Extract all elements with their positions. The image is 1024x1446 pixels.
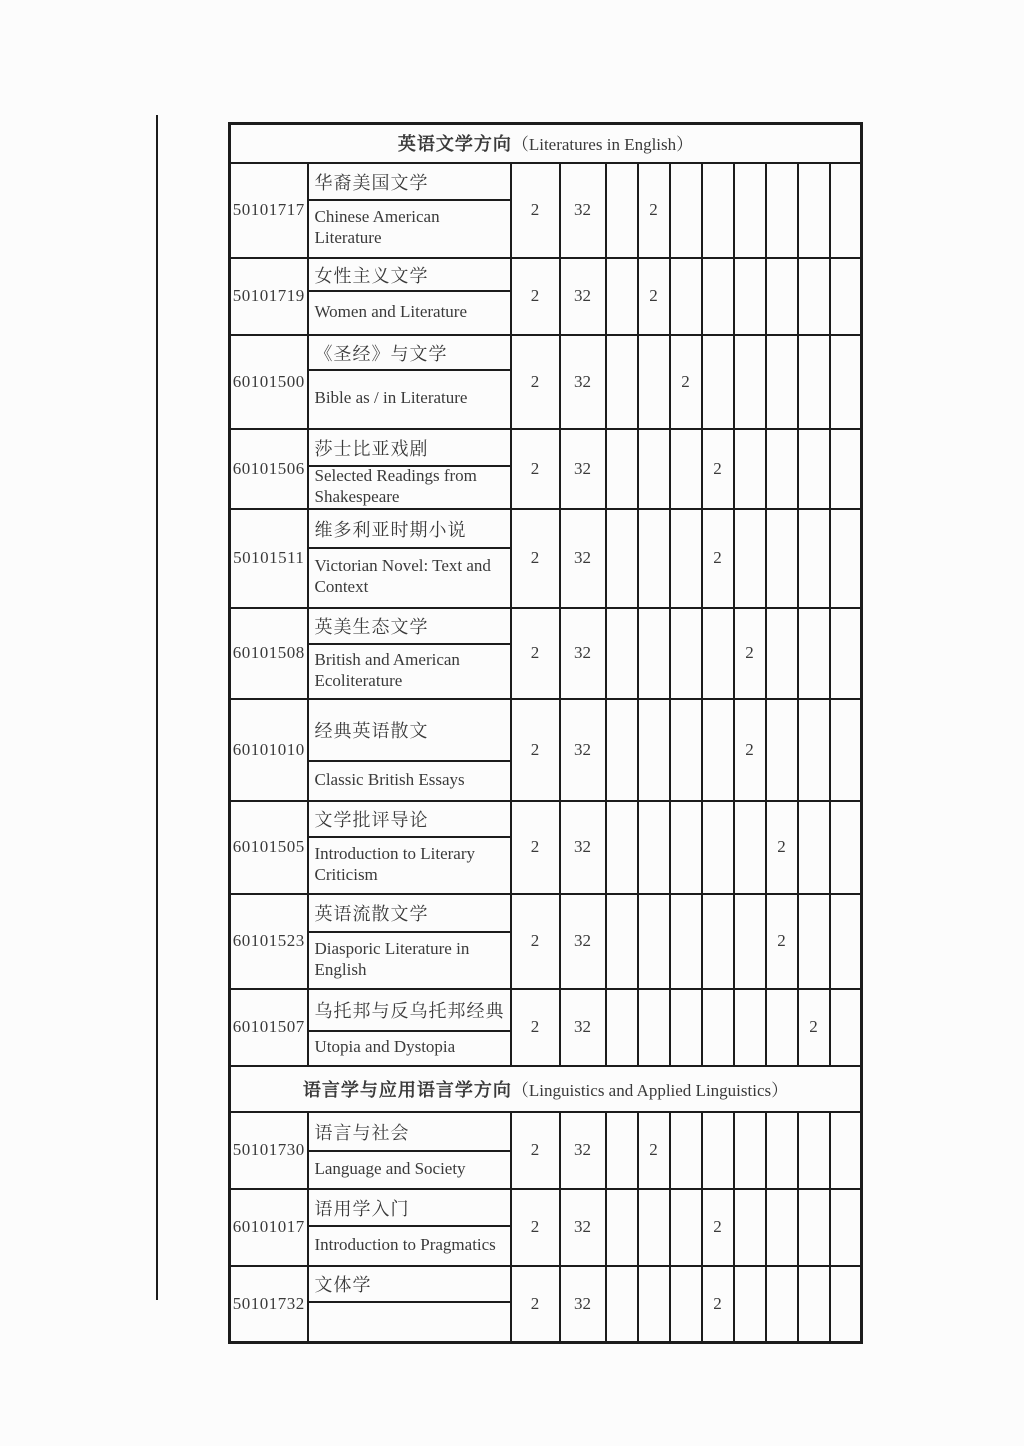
course-code: 60101507 (230, 989, 308, 1066)
course-row (230, 258, 862, 335)
semester-4-cell (702, 608, 734, 699)
semester-1-cell (606, 429, 638, 509)
semester-7-cell (798, 894, 830, 989)
semester-5-cell: 2 (734, 608, 766, 699)
semester-3-cell (670, 894, 702, 989)
course-name-cn: 乌托邦与反乌托邦经典 (309, 991, 510, 1032)
hours-cell: 32 (560, 1112, 606, 1189)
semester-8-cell (830, 1189, 862, 1266)
course-row (230, 429, 862, 509)
semester-6-cell: 2 (766, 801, 798, 894)
course-row (230, 989, 862, 1066)
semester-1-cell (606, 335, 638, 429)
semester-2-cell: 2 (638, 163, 670, 258)
semester-6-cell (766, 989, 798, 1066)
hours-cell: 32 (560, 894, 606, 989)
semester-1-cell (606, 989, 638, 1066)
semester-3-cell (670, 801, 702, 894)
semester-4-cell (702, 801, 734, 894)
semester-5-cell (734, 1112, 766, 1189)
credits-cell: 2 (511, 429, 560, 509)
semester-5-cell (734, 163, 766, 258)
semester-8-cell (830, 163, 862, 258)
course-name-en: Classic British Essays (314, 769, 465, 789)
course-row (230, 608, 862, 699)
semester-7-cell (798, 509, 830, 608)
semester-4-cell (702, 699, 734, 801)
semester-4-cell: 2 (702, 509, 734, 608)
course-name-en: Bible as / in Literature (314, 388, 468, 407)
course-name-en: Introduction to Pragmatics (314, 1234, 496, 1254)
course-name-en: Victorian Novel: Text and Context (314, 556, 491, 596)
semester-5-cell (734, 1189, 766, 1266)
semester-7-cell (798, 258, 830, 335)
course-name-cn: 文学批评导论 (309, 803, 510, 838)
semester-7-cell: 2 (798, 989, 830, 1066)
semester-7-cell (798, 801, 830, 894)
semester-5-cell (734, 989, 766, 1066)
semester-3-cell (670, 1112, 702, 1189)
course-row (230, 1189, 862, 1266)
semester-7-cell (798, 1112, 830, 1189)
semester-3-cell (670, 429, 702, 509)
semester-6-cell (766, 1112, 798, 1189)
semester-5-cell (734, 801, 766, 894)
course-name-cn: 英语流散文学 (309, 896, 510, 933)
page-margin-line (156, 115, 158, 1300)
course-name-en: Introduction to Literary Criticism (314, 843, 476, 884)
course-name-en: Language and Society (314, 1158, 466, 1178)
semester-2-cell (638, 699, 670, 801)
section-title-en: （Literatures in English） (511, 135, 694, 155)
semester-4-cell: 2 (702, 1266, 734, 1343)
course-name-cn: 华裔美国文学 (309, 165, 510, 201)
semester-7-cell (798, 429, 830, 509)
semester-2-cell (638, 1189, 670, 1266)
hours-cell: 32 (560, 1266, 606, 1343)
credits-cell: 2 (511, 335, 560, 429)
semester-8-cell (830, 801, 862, 894)
credits-cell: 2 (511, 894, 560, 989)
hours-cell: 32 (560, 608, 606, 699)
semester-7-cell (798, 1266, 830, 1343)
credits-cell: 2 (511, 801, 560, 894)
course-name-cell (308, 429, 511, 509)
hours-cell: 32 (560, 258, 606, 335)
semester-1-cell (606, 1189, 638, 1266)
course-name-cell (308, 509, 511, 608)
hours-cell: 32 (560, 509, 606, 608)
semester-4-cell (702, 1112, 734, 1189)
semester-4-cell (702, 989, 734, 1066)
course-code: 60101500 (230, 335, 308, 429)
semester-3-cell (670, 258, 702, 335)
credits-cell: 2 (511, 509, 560, 608)
semester-1-cell (606, 1112, 638, 1189)
course-row (230, 335, 862, 429)
semester-5-cell (734, 335, 766, 429)
hours-cell: 32 (560, 699, 606, 801)
course-name-cn: 文体学 (309, 1267, 510, 1303)
course-name-cell (308, 989, 511, 1066)
semester-3-cell (670, 989, 702, 1066)
hours-cell: 32 (560, 989, 606, 1066)
semester-3-cell: 2 (670, 335, 702, 429)
course-code: 60101017 (230, 1189, 308, 1266)
course-name-en: Utopia and Dystopia (314, 1037, 456, 1056)
semester-2-cell (638, 894, 670, 989)
hours-cell: 32 (560, 801, 606, 894)
course-name-en: Diasporic Literature in English (314, 938, 470, 979)
semester-2-cell (638, 335, 670, 429)
semester-5-cell (734, 509, 766, 608)
credits-cell: 2 (511, 608, 560, 699)
course-name-cell (308, 335, 511, 429)
section-header-literature (230, 124, 862, 163)
course-name-cell (308, 1189, 511, 1266)
course-code: 60101505 (230, 801, 308, 894)
course-name-cell (308, 1266, 511, 1343)
semester-8-cell (830, 1112, 862, 1189)
course-name-cn: 莎士比亚戏剧 (309, 431, 510, 467)
course-name-cn: 《圣经》与文学 (309, 337, 510, 371)
semester-2-cell (638, 429, 670, 509)
course-code: 60101508 (230, 608, 308, 699)
semester-6-cell (766, 608, 798, 699)
course-name-cell (308, 258, 511, 335)
section-title-cn: 英语文学方向 (397, 134, 512, 155)
semester-6-cell (766, 1266, 798, 1343)
section-header-linguistics (230, 1066, 862, 1112)
section-header-row (230, 124, 862, 163)
semester-3-cell (670, 608, 702, 699)
semester-5-cell (734, 1266, 766, 1343)
course-code: 60101010 (230, 699, 308, 801)
course-table (228, 122, 863, 1344)
course-table-container (228, 122, 873, 1313)
semester-1-cell (606, 894, 638, 989)
semester-6-cell: 2 (766, 894, 798, 989)
course-name-en: Selected Readings from Shakespeare (314, 465, 477, 506)
semester-4-cell: 2 (702, 1189, 734, 1266)
semester-4-cell (702, 163, 734, 258)
semester-3-cell (670, 509, 702, 608)
credits-cell: 2 (511, 1266, 560, 1343)
hours-cell: 32 (560, 1189, 606, 1266)
course-row (230, 894, 862, 989)
semester-6-cell (766, 163, 798, 258)
course-name-en (309, 1303, 510, 1340)
semester-8-cell (830, 258, 862, 335)
semester-2-cell (638, 1266, 670, 1343)
section-title-en: （Linguistics and Applied Linguistics） (511, 1080, 789, 1100)
course-name-en: British and American Ecoliterature (314, 649, 460, 690)
semester-2-cell (638, 801, 670, 894)
course-row (230, 1112, 862, 1189)
course-code: 50101511 (230, 509, 308, 608)
semester-5-cell (734, 894, 766, 989)
course-row (230, 163, 862, 258)
course-name-en: Women and Literature (314, 301, 468, 321)
semester-3-cell (670, 699, 702, 801)
hours-cell: 32 (560, 429, 606, 509)
semester-8-cell (830, 699, 862, 801)
semester-4-cell (702, 894, 734, 989)
credits-cell: 2 (511, 989, 560, 1066)
semester-2-cell (638, 989, 670, 1066)
semester-6-cell (766, 1189, 798, 1266)
semester-8-cell (830, 429, 862, 509)
semester-3-cell (670, 1266, 702, 1343)
semester-4-cell (702, 258, 734, 335)
course-code: 50101719 (230, 258, 308, 335)
hours-cell: 32 (560, 335, 606, 429)
semester-4-cell: 2 (702, 429, 734, 509)
semester-5-cell (734, 429, 766, 509)
semester-1-cell (606, 608, 638, 699)
credits-cell: 2 (511, 1189, 560, 1266)
semester-7-cell (798, 1189, 830, 1266)
course-code: 50101730 (230, 1112, 308, 1189)
semester-6-cell (766, 258, 798, 335)
semester-2-cell: 2 (638, 258, 670, 335)
course-row (230, 699, 862, 801)
semester-8-cell (830, 1266, 862, 1343)
course-name-cell (308, 163, 511, 258)
course-name-cn: 英美生态文学 (309, 610, 510, 645)
course-name-cell (308, 801, 511, 894)
credits-cell: 2 (511, 258, 560, 335)
course-name-cell (308, 699, 511, 801)
course-code: 60101506 (230, 429, 308, 509)
course-row (230, 509, 862, 608)
semester-1-cell (606, 163, 638, 258)
semester-8-cell (830, 894, 862, 989)
semester-8-cell (830, 509, 862, 608)
section-title-cn: 语言学与应用语言学方向 (302, 1079, 512, 1100)
semester-2-cell (638, 608, 670, 699)
semester-2-cell: 2 (638, 1112, 670, 1189)
semester-8-cell (830, 989, 862, 1066)
hours-cell: 32 (560, 163, 606, 258)
course-code: 60101523 (230, 894, 308, 989)
credits-cell: 2 (511, 1112, 560, 1189)
semester-1-cell (606, 801, 638, 894)
credits-cell: 2 (511, 699, 560, 801)
course-name-cn: 女性主义文学 (309, 260, 510, 292)
course-name-cell (308, 894, 511, 989)
course-row (230, 801, 862, 894)
course-name-cn: 经典英语散文 (309, 701, 510, 762)
semester-1-cell (606, 258, 638, 335)
semester-8-cell (830, 608, 862, 699)
semester-5-cell: 2 (734, 699, 766, 801)
semester-2-cell (638, 509, 670, 608)
course-name-cell (308, 1112, 511, 1189)
credits-cell: 2 (511, 163, 560, 258)
course-name-cn: 语言与社会 (309, 1114, 510, 1152)
semester-4-cell (702, 335, 734, 429)
semester-3-cell (670, 1189, 702, 1266)
semester-7-cell (798, 335, 830, 429)
semester-1-cell (606, 1266, 638, 1343)
semester-6-cell (766, 699, 798, 801)
semester-6-cell (766, 429, 798, 509)
course-name-en: Chinese American Literature (314, 207, 440, 247)
semester-1-cell (606, 699, 638, 801)
course-code: 50101732 (230, 1266, 308, 1343)
section-header-row (230, 1066, 862, 1112)
semester-5-cell (734, 258, 766, 335)
course-name-cn: 语用学入门 (309, 1191, 510, 1227)
semester-3-cell (670, 163, 702, 258)
course-name-cn: 维多利亚时期小说 (309, 511, 510, 549)
semester-7-cell (798, 163, 830, 258)
semester-6-cell (766, 509, 798, 608)
semester-8-cell (830, 335, 862, 429)
semester-7-cell (798, 699, 830, 801)
semester-1-cell (606, 509, 638, 608)
semester-7-cell (798, 608, 830, 699)
course-row-cutoff (230, 1266, 862, 1343)
course-name-cell (308, 608, 511, 699)
semester-6-cell (766, 335, 798, 429)
course-code: 50101717 (230, 163, 308, 258)
